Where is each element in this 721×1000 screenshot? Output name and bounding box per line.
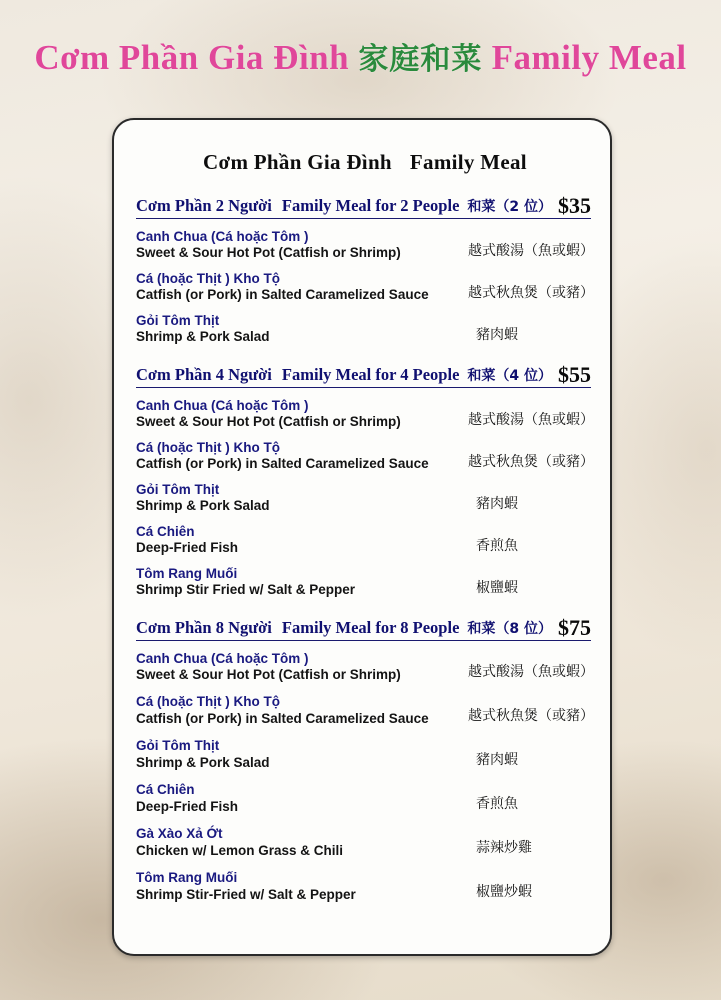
- menu-item-names: [136, 440, 468, 473]
- menu-item-names: [136, 313, 476, 346]
- menu-item: [136, 229, 594, 262]
- menu-title: [136, 150, 594, 175]
- menu-item: [136, 482, 594, 515]
- menu-item-vietnamese: Gỏi Tôm Thịt: [136, 312, 220, 328]
- menu-item-vietnamese: Canh Chua (Cá hoặc Tôm ): [136, 397, 309, 413]
- menu-item-names: [136, 694, 468, 727]
- menu-item-chinese: 香煎魚: [476, 537, 518, 554]
- menu-item-vietnamese: Cá (hoặc Thịt ) Kho Tộ: [136, 270, 280, 286]
- menu-item: [136, 782, 594, 815]
- menu-item-names: [136, 738, 476, 771]
- menu-item-english: Shrimp & Pork Salad: [136, 329, 270, 345]
- menu-item-chinese: 豬肉蝦: [476, 326, 518, 343]
- menu-item-chinese: 越式酸湯（魚或蝦）: [468, 411, 594, 428]
- menu-item-chinese: 越式秋魚煲（或豬）: [468, 284, 594, 301]
- menu-item-vietnamese: Gỏi Tôm Thịt: [136, 481, 220, 497]
- section-header-vietnamese: Cơm Phần 4 Người: [136, 364, 272, 384]
- menu-item: [136, 271, 594, 304]
- menu-item-list: [136, 398, 594, 599]
- menu-item: [136, 313, 594, 346]
- section-header-english: Family Meal for 2 People: [281, 196, 460, 215]
- menu-item-list: [136, 229, 594, 346]
- menu-item: [136, 870, 594, 903]
- menu-item-names: [136, 524, 476, 557]
- section-header-chinese: 和菜（8 位）: [467, 620, 553, 637]
- banner-chinese: 家庭和菜: [358, 42, 483, 77]
- section-header: [136, 613, 591, 641]
- section-header-chinese: 和菜（2 位）: [467, 199, 553, 215]
- menu-item-vietnamese: Gỏi Tôm Thịt: [136, 738, 220, 754]
- section-header-vietnamese: Cơm Phần 2 Người: [136, 196, 272, 215]
- menu-item-vietnamese: Tôm Rang Muối: [136, 565, 238, 581]
- section-header: [136, 191, 591, 219]
- menu-item-vietnamese: Cá Chiên: [136, 782, 195, 798]
- menu-item-chinese: 椒鹽炒蝦: [476, 884, 532, 901]
- menu-item-chinese: 蒜辣炒雞: [476, 840, 532, 857]
- menu-item-names: [136, 651, 468, 684]
- menu-item-vietnamese: Cá (hoặc Thịt ) Kho Tộ: [136, 694, 280, 710]
- menu-item-english: Sweet & Sour Hot Pot (Catfish or Shrimp): [136, 245, 401, 261]
- menu-item-chinese: 越式酸湯（魚或蝦）: [468, 242, 594, 259]
- menu-item-names: [136, 782, 476, 815]
- menu-item-names: [136, 870, 476, 903]
- menu-item-chinese: 越式酸湯（魚或蝦）: [468, 664, 594, 681]
- menu-section-4-people: [136, 360, 594, 599]
- menu-item-vietnamese: Tôm Rang Muối: [136, 870, 238, 886]
- menu-item-english: Deep-Fried Fish: [136, 540, 239, 556]
- menu-item: [136, 826, 594, 859]
- menu-item: [136, 398, 594, 431]
- menu-title-english: Family Meal: [409, 150, 527, 174]
- menu-item-english: Sweet & Sour Hot Pot (Catfish or Shrimp): [136, 414, 401, 430]
- menu-item-english: Catfish (or Pork) in Salted Caramelized Sauce: [136, 287, 429, 303]
- menu-item-english: Chicken w/ Lemon Grass & Chili: [136, 842, 344, 858]
- menu-item-english: Shrimp Stir-Fried w/ Salt & Pepper: [136, 886, 356, 902]
- menu-item-english: Shrimp & Pork Salad: [136, 754, 270, 770]
- banner-vietnamese: Cơm Phần Gia Đình: [34, 38, 350, 77]
- menu-item-names: [136, 271, 468, 304]
- menu-item-vietnamese: Cá (hoặc Thịt ) Kho Tộ: [136, 439, 280, 455]
- menu-item-chinese: 豬肉蝦: [476, 495, 518, 512]
- menu-item-chinese: 越式秋魚煲（或豬）: [468, 708, 594, 725]
- section-header-english: Family Meal for 4 People: [281, 364, 460, 384]
- menu-item: [136, 566, 594, 599]
- menu-section-8-people: [136, 613, 594, 904]
- section-header: [136, 360, 591, 388]
- banner-english: Family Meal: [491, 38, 687, 77]
- menu-item-names: [136, 482, 476, 515]
- menu-item-vietnamese: Cá Chiên: [136, 523, 195, 539]
- section-price: $75: [558, 614, 591, 640]
- section-price: $55: [558, 361, 591, 387]
- menu-item-english: Catfish (or Pork) in Salted Caramelized Sauce: [136, 710, 429, 726]
- menu-item-vietnamese: Canh Chua (Cá hoặc Tôm ): [136, 229, 309, 244]
- menu-item-english: Sweet & Sour Hot Pot (Catfish or Shrimp): [136, 666, 401, 682]
- section-header-english: Family Meal for 8 People: [281, 617, 460, 637]
- section-header-vietnamese: Cơm Phần 8 Người: [136, 617, 272, 637]
- menu-title-vietnamese: Cơm Phần Gia Đình: [203, 150, 392, 174]
- menu-item-list: [136, 651, 594, 904]
- menu-item-chinese: 椒鹽蝦: [476, 579, 518, 596]
- placemat-banner: [0, 34, 721, 78]
- menu-item-names: [136, 826, 476, 859]
- menu-item-names: [136, 398, 468, 431]
- section-price: $35: [558, 193, 591, 218]
- menu-item-english: Shrimp Stir Fried w/ Salt & Pepper: [136, 582, 356, 598]
- menu-item-english: Catfish (or Pork) in Salted Caramelized Sauce: [136, 456, 429, 472]
- menu-item: [136, 440, 594, 473]
- menu-item-english: Shrimp & Pork Salad: [136, 498, 270, 514]
- menu-item-vietnamese: Canh Chua (Cá hoặc Tôm ): [136, 650, 309, 666]
- menu-item-chinese: 越式秋魚煲（或豬）: [468, 453, 594, 470]
- menu-item: [136, 524, 594, 557]
- menu-item: [136, 738, 594, 771]
- menu-item-vietnamese: Gà Xào Xả Ớt: [136, 826, 223, 842]
- menu-card: [112, 118, 612, 956]
- menu-item-names: [136, 566, 476, 599]
- menu-item: [136, 694, 594, 727]
- section-header-chinese: 和菜（4 位）: [467, 367, 553, 384]
- menu-item-english: Deep-Fried Fish: [136, 798, 239, 814]
- menu-item: [136, 651, 594, 684]
- menu-item-chinese: 香煎魚: [476, 796, 518, 813]
- menu-section-2-people: [136, 191, 594, 346]
- menu-item-chinese: 豬肉蝦: [476, 752, 518, 769]
- menu-item-names: [136, 229, 468, 262]
